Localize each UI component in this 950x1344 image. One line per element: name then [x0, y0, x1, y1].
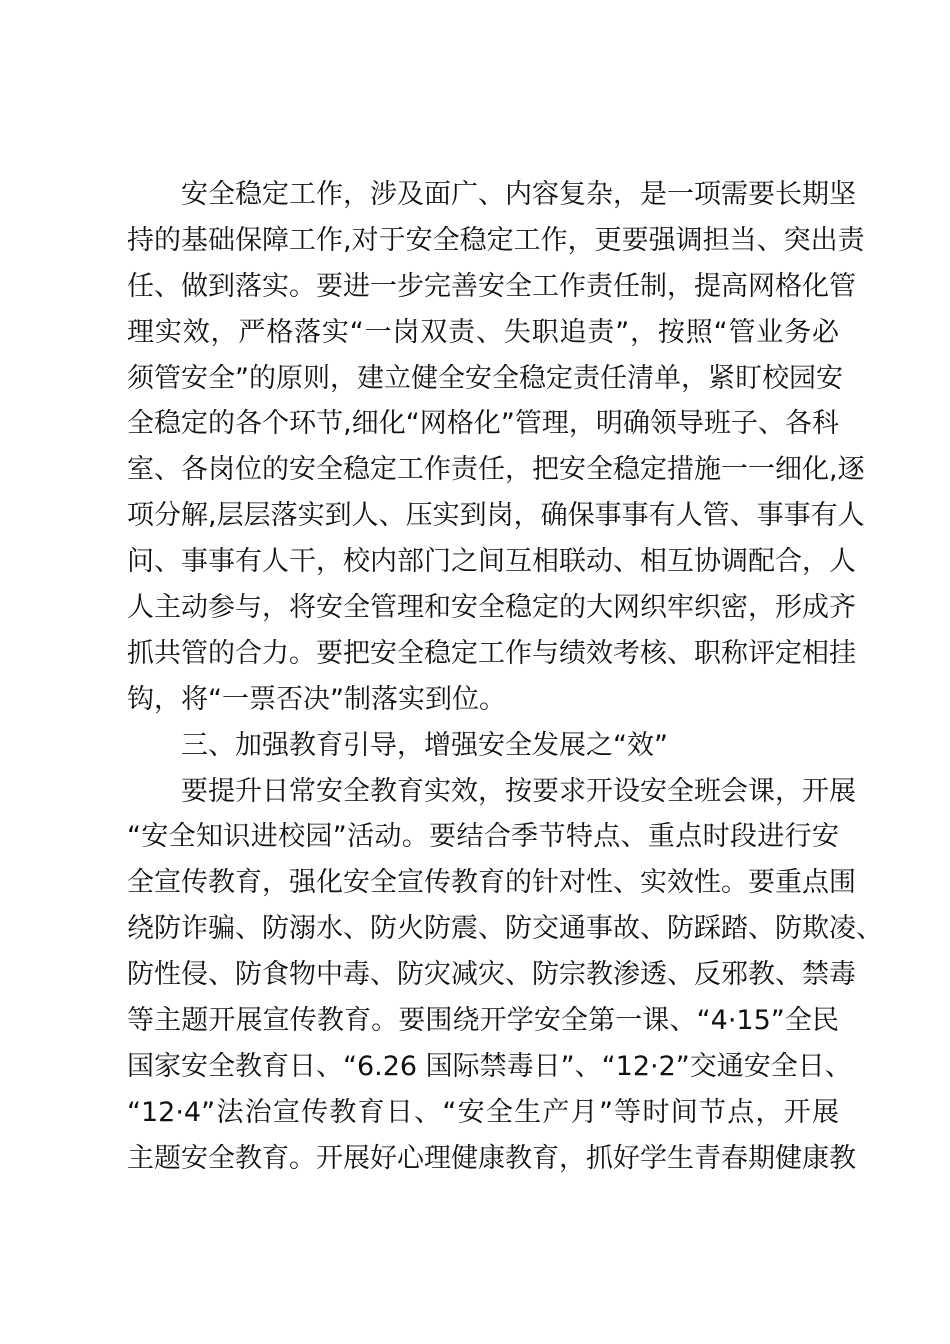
- paragraph-line: 国家安全教育日、“6.26 国际禁毒日”、“12·2”交通安全日、: [127, 1050, 852, 1082]
- paragraph-line: 全宣传教育，强化安全宣传教育的针对性、实效性。要重点围: [127, 867, 856, 899]
- paragraph-line: 理实效，严格落实“一岗双责、失职追责”，按照“管业务必: [127, 316, 839, 348]
- paragraph-line: 抓共管的合力。要把安全稳定工作与绩效考核、职称评定相挂: [127, 637, 856, 669]
- paragraph-line: 项分解,层层落实到人、压实到岗，确保事事有人管、事事有人: [127, 500, 865, 532]
- paragraph-line: 全稳定的各个环节,细化“网格化”管理，明确领导班子、各科: [127, 408, 839, 440]
- paragraph-1: [127, 172, 865, 723]
- paragraph-line: 钩，将“一票否决”制落实到位。: [127, 683, 506, 715]
- paragraph-line: “12·4”法治宣传教育日、“安全生产月”等时间节点，开展: [127, 1096, 839, 1128]
- paragraph-line: 安全稳定工作，涉及面广、内容复杂，是一项需要长期坚: [181, 179, 856, 210]
- paragraph-line: 持的基础保障工作,对于安全稳定工作，更要强调担当、突出责: [127, 224, 865, 256]
- paragraph-line: 要提升日常安全教育实效，按要求开设安全班会课，开展: [181, 775, 856, 807]
- section-heading: 三、加强教育引导，增强安全发展之“效”: [181, 729, 668, 761]
- paragraph-line: 主题安全教育。开展好心理健康教育，抓好学生青春期健康教: [127, 1142, 856, 1174]
- paragraph-2: [127, 769, 883, 1182]
- paragraph-line: 人主动参与，将安全管理和安全稳定的大网织牢织密，形成齐: [127, 592, 856, 624]
- paragraph-line: 须管安全”的原则，建立健全安全稳定责任清单，紧盯校园安: [127, 362, 843, 394]
- paragraph-line: 问、事事有人干，校内部门之间互相联动、相互协调配合，人: [127, 546, 856, 578]
- document-body: [127, 172, 883, 1182]
- paragraph-line: 等主题开展宣传教育。要围绕开学安全第一课、“4·15”全民: [127, 1005, 839, 1037]
- paragraph-line: 室、各岗位的安全稳定工作责任，把安全稳定措施一一细化,逐: [127, 454, 865, 486]
- paragraph-line: 绕防诈骗、防溺水、防火防震、防交通事故、防踩踏、防欺凌、: [127, 913, 883, 945]
- paragraph-line: “安全知识进校园”活动。要结合季节特点、重点时段进行安: [127, 821, 839, 853]
- paragraph-line: 任、做到落实。要进一步完善安全工作责任制，提高网格化管: [127, 270, 856, 302]
- paragraph-line: 防性侵、防食物中毒、防灾减灾、防宗教渗透、反邪教、禁毒: [127, 959, 856, 991]
